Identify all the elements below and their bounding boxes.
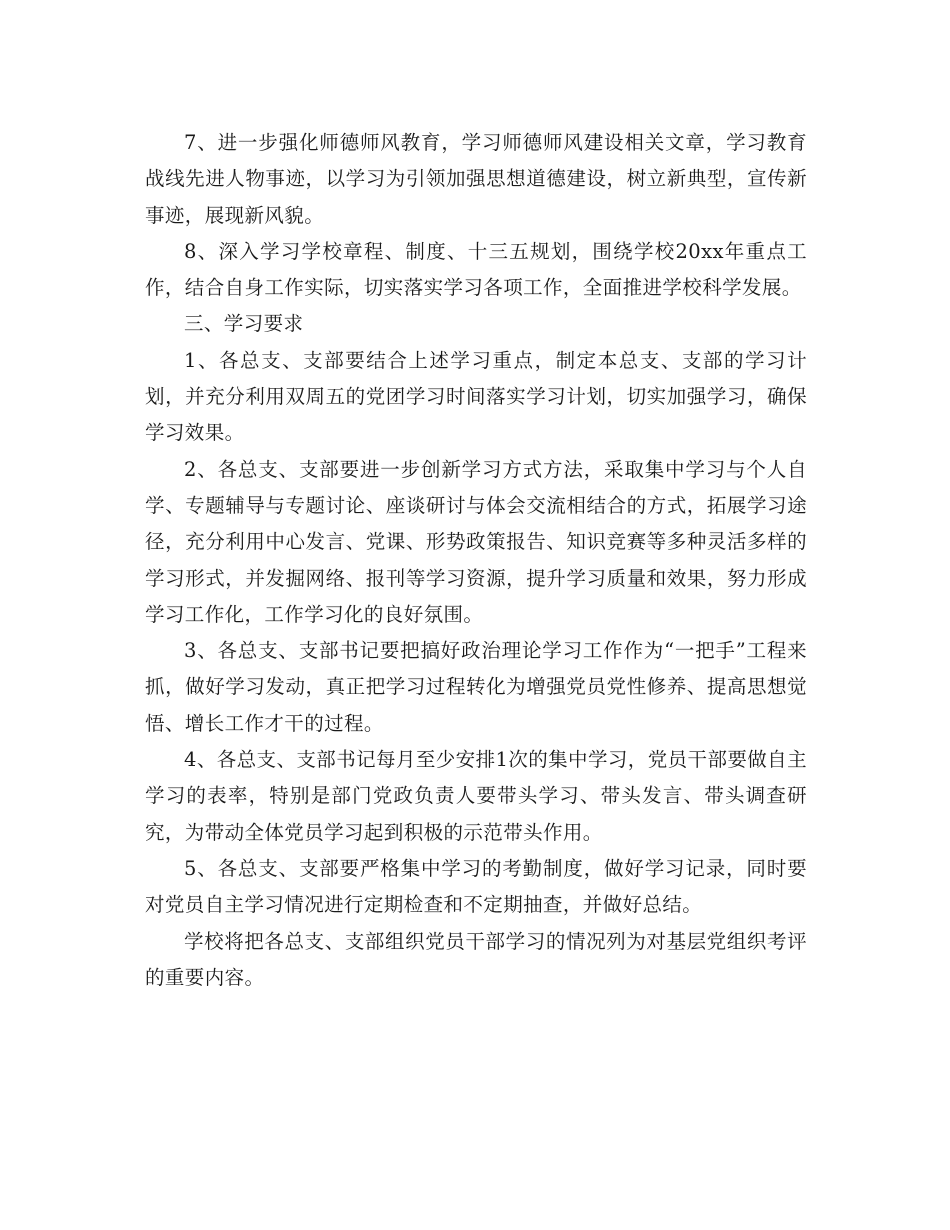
- requirement-item-4: 4、各总支、支部书记每月至少安排1次的集中学习，党员干部要做自主学习的表率，特别是部门党政负责人要带头学习、带头发言、带头调查研究，为带动全体党员学习起到积极的示范带头作用。: [145, 748, 807, 844]
- document-body: [145, 125, 807, 996]
- requirement-item-5: 5、各总支、支部要严格集中学习的考勤制度，做好学习记录，同时要对党员自主学习情况进行定期检查和不定期抽查，并做好总结。: [145, 856, 807, 917]
- requirement-item-1: 1、各总支、支部要结合上述学习重点，制定本总支、支部的学习计划，并充分利用双周五的党团学习时间落实学习计划，切实加强学习，确保学习效果。: [145, 348, 807, 445]
- paragraph-item-8: 8、深入学习学校章程、制度、十三五规划，围绕学校20xx年重点工作，结合自身工作实际，切实落实学习各项工作，全面推进学校科学发展。: [145, 239, 807, 300]
- paragraph-item-7: 7、进一步强化师德师风教育，学习师德师风建设相关文章，学习教育战线先进人物事迹，以学习为引领加强思想道德建设，树立新典型，宣传新事迹，展现新风貌。: [145, 131, 807, 227]
- requirement-item-2: 2、各总支、支部要进一步创新学习方式方法，采取集中学习与个人自学、专题辅导与专题讨论、座谈研讨与体会交流相结合的方式，拓展学习途径，充分利用中心发言、党课、形势政策报告、知识竞赛等多种灵活多样的学习形式，并发掘网络、报刊等学习资源，提升学习质量和效果，努力形成学习工作化，工作学习化的良好氛围。: [145, 457, 807, 626]
- closing-paragraph: 学校将把各总支、支部组织党员干部学习的情况列为对基层党组织考评的重要内容。: [145, 929, 807, 989]
- section-heading-study-requirements: 三、学习要求: [184, 312, 304, 336]
- requirement-item-3: 3、各总支、支部书记要把搞好政治理论学习工作作为“一把手”工程来抓，做好学习发动，真正把学习过程转化为增强党员党性修养、提高思想觉悟、增长工作才干的过程。: [145, 639, 807, 735]
